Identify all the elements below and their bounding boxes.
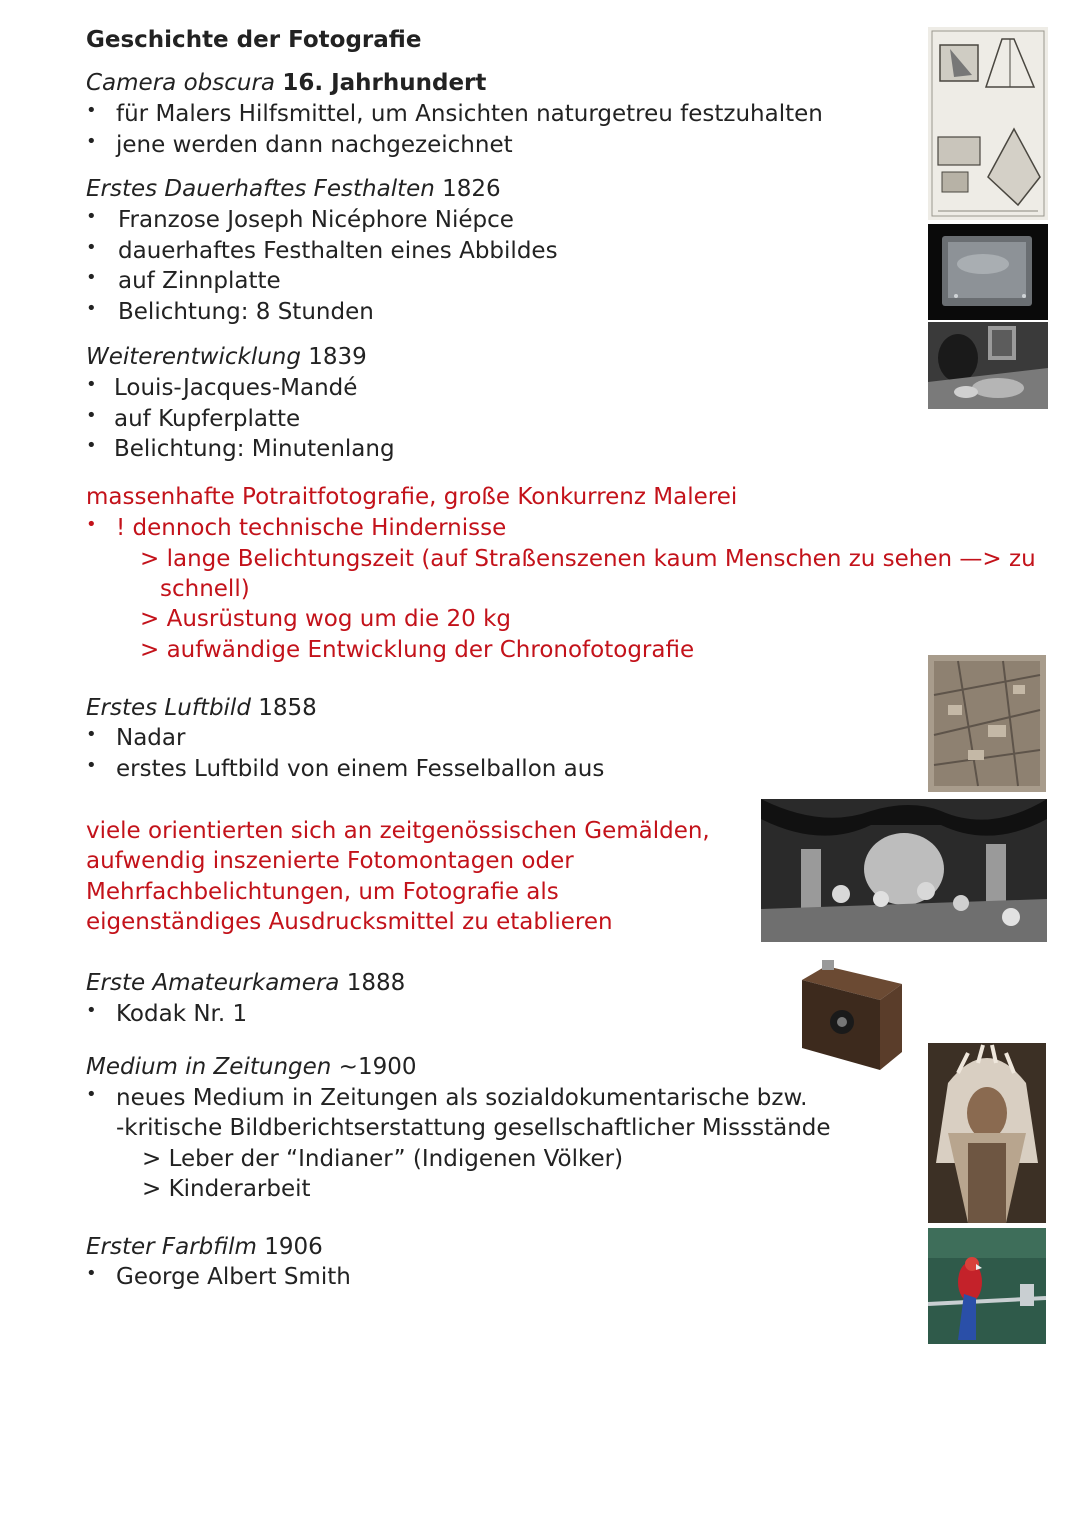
list-item: Belichtung: 8 Stunden	[118, 299, 374, 325]
list-item: dauerhaftes Festhalten eines Abbildes	[118, 238, 558, 264]
note-line: viele orientierten sich an zeitgenössischen Gemälden,	[86, 818, 710, 844]
heading-year: 1906	[264, 1234, 323, 1260]
heading-year: 16. Jahrhundert	[282, 70, 487, 96]
list-item: auf Zinnplatte	[118, 268, 281, 294]
bullet-icon: •	[86, 374, 97, 395]
sub-item: > aufwändige Entwicklung der Chronofotografie	[140, 637, 695, 663]
heading-camera-obscura	[86, 68, 486, 98]
aerial-photo-image	[928, 655, 1046, 792]
list-item: Nadar	[116, 725, 186, 751]
list-item: neues Medium in Zeitungen als sozialdokumentarische bzw.	[116, 1085, 808, 1111]
heading-farbfilm	[86, 1232, 323, 1262]
sub-item: > lange Belichtungszeit (auf Straßenszenen kaum Menschen zu sehen —> zu	[140, 546, 1036, 572]
heading-text: Erster Farbfilm	[86, 1234, 257, 1260]
bullet-icon: •	[86, 514, 97, 535]
bullet-icon: •	[86, 206, 97, 227]
bullet-icon: •	[86, 755, 97, 776]
heading-year: 1839	[308, 344, 367, 370]
heading-text: Erste Amateurkamera	[86, 970, 340, 996]
kodak-camera-image	[796, 958, 908, 1074]
heading-zeitungen	[86, 1052, 416, 1082]
bullet-icon: •	[86, 1000, 97, 1021]
heading-weiterentwicklung	[86, 342, 367, 372]
heading-text: Erstes Dauerhaftes Festhalten	[86, 176, 435, 202]
list-item-continued: -kritische Bildberichtserstattung gesellschaftlicher Missstände	[116, 1115, 831, 1141]
heading-text: Camera obscura	[86, 70, 275, 96]
daguerreotype-image	[928, 322, 1048, 409]
note-line: eigenständiges Ausdrucksmittel zu etablieren	[86, 909, 613, 935]
list-item: auf Kupferplatte	[114, 406, 301, 432]
note-line: aufwendig inszenierte Fotomontagen oder	[86, 848, 574, 874]
bullet-icon: •	[86, 237, 97, 258]
niepce-tinplate-image	[928, 224, 1048, 320]
heading-year: ~1900	[338, 1054, 417, 1080]
note-massenhaft: massenhafte Potraitfotografie, große Konkurrenz Malerei	[86, 484, 738, 510]
list-item: für Malers Hilfsmittel, um Ansichten naturgetreu festzuhalten	[116, 101, 823, 127]
indigenous-portrait-image	[928, 1043, 1046, 1223]
list-item: jene werden dann nachgezeichnet	[116, 132, 513, 158]
list-item: Franzose Joseph Nicéphore Niépce	[118, 207, 514, 233]
bullet-icon: •	[86, 100, 97, 121]
heading-text: Medium in Zeitungen	[86, 1054, 332, 1080]
list-item: erstes Luftbild von einem Fesselballon aus	[116, 756, 605, 782]
list-item: ! dennoch technische Hindernisse	[116, 515, 507, 541]
bullet-icon: •	[86, 435, 97, 456]
heading-text: Weiterentwicklung	[86, 344, 301, 370]
list-item: George Albert Smith	[116, 1264, 351, 1290]
note-line: Mehrfachbelichtungen, um Fotografie als	[86, 879, 559, 905]
heading-year: 1858	[258, 695, 317, 721]
list-item: Louis-Jacques-Mandé	[114, 375, 358, 401]
heading-text: Erstes Luftbild	[86, 695, 251, 721]
list-item: Belichtung: Minutenlang	[114, 436, 395, 462]
bullet-icon: •	[86, 724, 97, 745]
heading-luftbild	[86, 693, 317, 723]
bullet-icon: •	[86, 298, 97, 319]
sub-item: schnell)	[160, 576, 250, 602]
heading-dauerhaft	[86, 174, 501, 204]
bullet-icon: •	[86, 131, 97, 152]
bullet-icon: •	[86, 1084, 97, 1105]
bullet-icon: •	[86, 405, 97, 426]
bullet-icon: •	[86, 267, 97, 288]
color-film-parrot-image	[928, 1228, 1046, 1344]
heading-year: 1888	[346, 970, 406, 996]
heading-amateurkamera	[86, 968, 405, 998]
sub-item: > Leber der “Indianer” (Indigenen Völker)	[142, 1146, 624, 1172]
sub-item: > Kinderarbeit	[142, 1176, 311, 1202]
page-title: Geschichte der Fotografie	[86, 27, 422, 53]
list-item: Kodak Nr. 1	[116, 1001, 248, 1027]
camera-obscura-engraving-image	[928, 27, 1048, 220]
bullet-icon: •	[86, 1263, 97, 1284]
heading-year: 1826	[442, 176, 501, 202]
sub-item: > Ausrüstung wog um die 20 kg	[140, 606, 512, 632]
staged-composite-photo-image	[761, 799, 1047, 942]
